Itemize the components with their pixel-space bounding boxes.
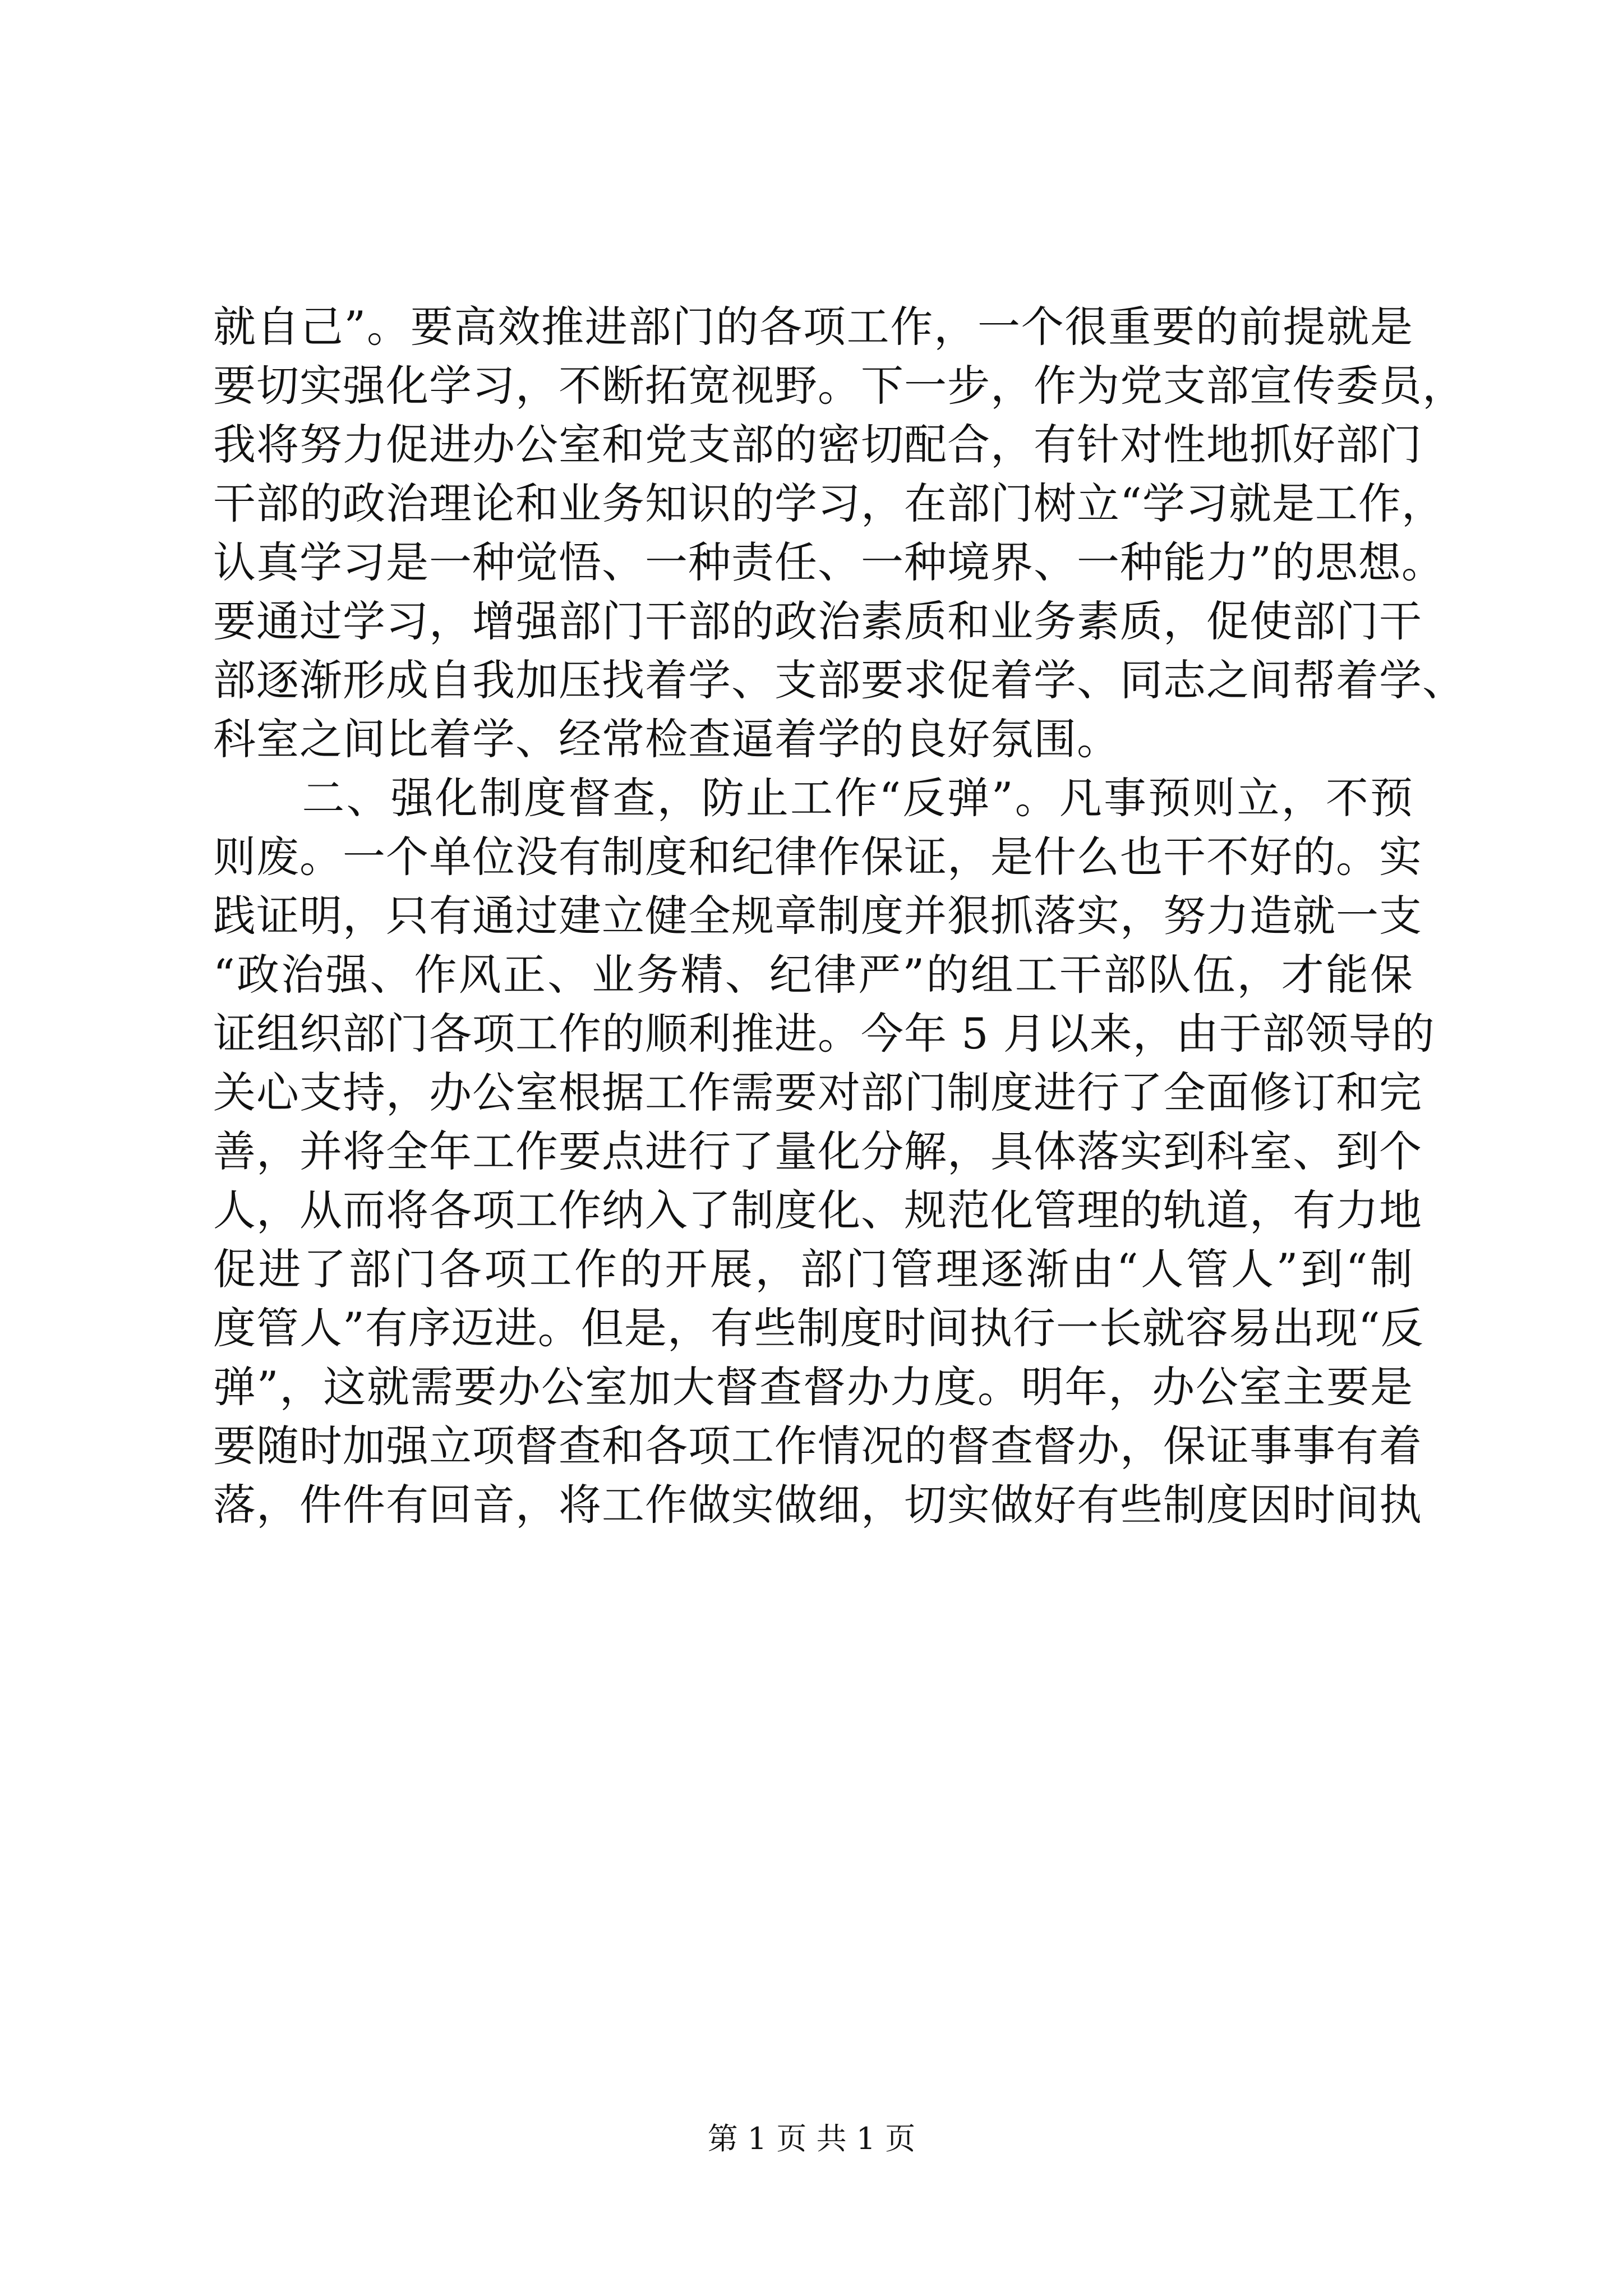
text-line: 干部的政治理论和业务知识的学习，在部门树立“学习就是工作，	[213, 478, 1445, 528]
page-footer: 第 1 页 共 1 页	[707, 2121, 916, 2156]
text-line: 人，从而将各项工作纳入了制度化、规范化管理的轨道，有力地	[213, 1185, 1422, 1235]
text-line: 认真学习是一种觉悟、一种责任、一种境界、一种能力”的思想。	[213, 537, 1445, 587]
text-line: 要切实强化学习，不断拓宽视野。下一步，作为党支部宣传委员，	[213, 361, 1465, 411]
text-line: 度管人”有序迈进。但是，有些制度时间执行一长就容易出现“反	[213, 1303, 1424, 1353]
text-line: 关心支持，办公室根据工作需要对部门制度进行了全面修订和完	[213, 1068, 1422, 1117]
text-line: 践证明，只有通过建立健全规章制度并狠抓落实，努力造就一支	[213, 891, 1422, 941]
text-line: 科室之间比着学、经常检查逼着学的良好氛围。	[213, 714, 1120, 764]
text-line: 二、强化制度督查，防止工作“反弹”。凡事预则立，不预	[213, 773, 1413, 823]
text-line: 部逐渐形成自我加压找着学、支部要求促着学、同志之间帮着学、	[213, 655, 1465, 705]
text-line: 善，并将全年工作要点进行了量化分解，具体落实到科室、到个	[213, 1126, 1422, 1176]
text-line: 我将努力促进办公室和党支部的密切配合，有针对性地抓好部门	[213, 420, 1422, 470]
text-line: 落，件件有回音，将工作做实做细，切实做好有些制度因时间执	[213, 1480, 1422, 1530]
text-line: 就自己”。要高效推进部门的各项工作，一个很重要的前提就是	[213, 302, 1413, 352]
text-line: 证组织部门各项工作的顺利推进。今年 5 月以来，由于部领导的	[213, 1009, 1435, 1059]
text-line: 要通过学习，增强部门干部的政治素质和业务素质，促使部门干	[213, 596, 1422, 646]
text-line: “政治强、作风正、业务精、纪律严”的组工干部队伍，才能保	[213, 950, 1413, 1000]
text-line: 促进了部门各项工作的开展，部门管理逐渐由“人管人”到“制	[213, 1244, 1413, 1294]
text-line: 则废。一个单位没有制度和纪律作保证，是什么也干不好的。实	[213, 832, 1422, 882]
text-line: 弹”，这就需要办公室加大督查督办力度。明年，办公室主要是	[213, 1362, 1413, 1412]
body-text	[213, 297, 1465, 1534]
text-line: 要随时加强立项督查和各项工作情况的督查督办，保证事事有着	[213, 1421, 1422, 1471]
